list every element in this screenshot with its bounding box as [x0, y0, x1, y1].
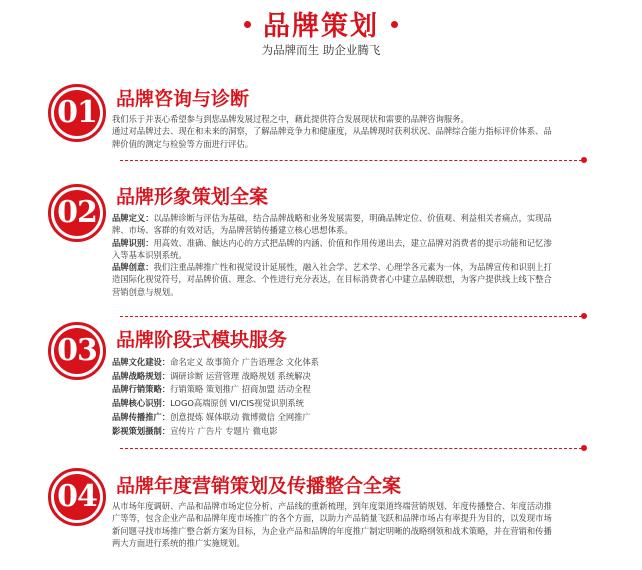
service-row — [112, 397, 552, 411]
item-key: 品牌核心识别： — [112, 398, 171, 409]
number-badge-03 — [48, 322, 106, 380]
item-key: 品牌文化建设： — [112, 357, 171, 367]
service-row — [112, 370, 552, 384]
badge-number: 04 — [57, 479, 97, 514]
item-key: 影视策划摄制： — [112, 425, 171, 436]
section-body — [112, 113, 552, 150]
section-body — [112, 212, 552, 298]
item-text: 行销策略 策划推广 招商加盟 活动全程 — [170, 384, 311, 395]
item-text: 命名定义 故事简介 广告语理念 文化体系 — [170, 357, 320, 367]
number-badge-04 — [48, 468, 106, 526]
badge-number: 03 — [57, 333, 97, 368]
item-key: 品牌行销策略： — [112, 384, 171, 395]
section-divider — [120, 160, 582, 161]
item-text: LOGO高端原创 VI/CIS视觉识别系统 — [170, 398, 304, 409]
item-text: 以品牌诊断与评估为基础，结合品牌战略和业务发展需要，明确品牌定位、价值观、利益相关者痛点，实现品牌、市场、客群的有效对话，为品牌营销传播建立核心思想体系。 — [112, 213, 552, 236]
title-dot-right — [391, 21, 398, 28]
item-key: 品牌传播推广： — [112, 411, 171, 422]
section-title: 品牌阶段式模块服务 — [116, 329, 288, 351]
title-dot-left — [244, 21, 251, 28]
section-divider — [120, 316, 582, 317]
item-text: 用高效、准确、触达内心的方式把品牌的内涵、价值和作用传递出去，建立品牌对消费者的提示功能和记忆渗入等基本识别系统。 — [112, 237, 552, 260]
item-text: 宣传片 广告片 专题片 微电影 — [170, 425, 278, 436]
item-text: 调研诊断 运营管理 战略规划 系统解决 — [170, 370, 311, 381]
section-body — [112, 500, 552, 549]
service-row — [112, 383, 552, 397]
item-key: 品牌定义： — [112, 213, 154, 223]
section-title: 品牌形象策划全案 — [116, 186, 269, 208]
section-title: 品牌年度营销策划及传播整合全案 — [116, 475, 402, 497]
item-text: 我们注重品牌推广性和视觉设计延展性，融入社会学、艺术学、心理学各元素为一体，为品牌宣传和识别上打造国际化视觉符号，对品牌价值、理念、个性进行充分表达，在目标消费者心中建立品牌联想，为客户提供线上线下整合营销创意与规划。 — [112, 262, 552, 297]
number-badge-02 — [48, 184, 106, 242]
item-key: 品牌战略规划： — [112, 370, 171, 381]
service-row — [112, 425, 552, 439]
divider-dot — [581, 157, 587, 163]
badge-number: 02 — [57, 195, 97, 230]
page-title: 品牌策划 — [263, 11, 379, 42]
definition-item — [112, 212, 552, 237]
definition-item — [112, 237, 552, 262]
definition-item — [112, 261, 552, 298]
body-paragraph: 从市场年度调研、产品和品牌市场定位分析、产品线的重新梳理，到年度渠道终端营销规划、年度传播整合、年度活动推广等等，包含企业产品和品牌年度市场推广的各个方面，以助力产品销量飞跃和品牌市场占有率提升为目的，以发现市场新问题寻找市场推广整合新方案为目标，为企业产品和品牌的年度推广制定明晰的战略纲领和战术策略，并在营销和传播两大方面进行系统的推广实施规划。 — [112, 501, 552, 548]
badge-number: 01 — [57, 95, 97, 130]
divider-dot — [581, 313, 587, 319]
item-key: 品牌创意： — [112, 262, 154, 273]
section-title: 品牌咨询与诊断 — [116, 88, 250, 110]
page-subtitle: 为品牌而生 助企业腾飞 — [261, 43, 381, 57]
service-row — [112, 356, 552, 370]
body-paragraph: 我们乐于并衷心希望参与到您品牌发展过程之中，藉此提供符合发展现状和需要的品牌咨询服务。 — [112, 114, 469, 124]
divider-dot — [581, 445, 587, 451]
item-text: 创意提炼 媒体联动 微博微信 全网推广 — [170, 411, 311, 422]
body-paragraph: 通过对品牌过去、现在和未来的洞察，了解品牌竞争力和健康度，从品牌现时获利状况、品牌综合能力指标评价体系、品牌价值的测定与检验等方面进行评估。 — [112, 126, 552, 149]
number-badge-01 — [48, 84, 106, 142]
section-body — [112, 356, 552, 438]
page-header — [0, 0, 642, 60]
section-divider — [120, 448, 582, 449]
service-row — [112, 411, 552, 425]
title-wrap — [0, 4, 642, 43]
item-key: 品牌识别： — [112, 237, 154, 248]
